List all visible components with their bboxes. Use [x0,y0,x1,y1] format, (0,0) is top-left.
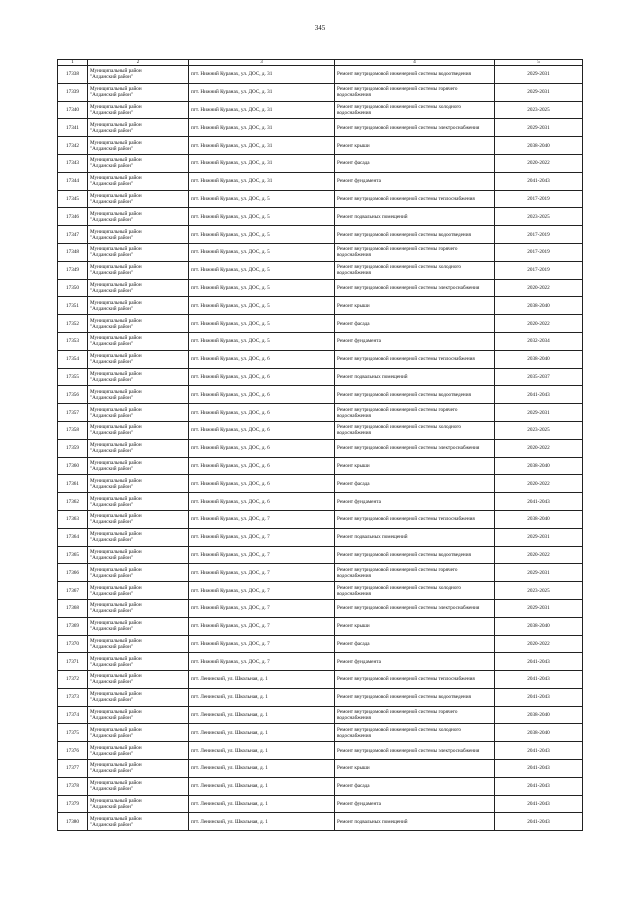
column-header: 3 [189,60,335,66]
table-row [58,813,583,831]
row-number: 17338 [58,66,88,84]
table-row [58,493,583,511]
work-type-cell: Ремонт подвальных помещений [335,368,495,386]
address-cell: пгт. Нижний Куранах, ул. ДОС, д. 7 [189,546,335,564]
table-row [58,582,583,600]
municipality-cell: Муниципальный район "Алданский район" [88,226,189,244]
municipality-cell: Муниципальный район "Алданский район" [88,564,189,582]
table-row [58,243,583,261]
municipality-cell: Муниципальный район "Алданский район" [88,332,189,350]
period-cell: 2017-2019 [495,226,583,244]
table-row [58,208,583,226]
address-cell: пгт. Ленинский, ул. Школьная, д. 1 [189,813,335,831]
address-cell: пгт. Ленинский, ул. Школьная, д. 1 [189,671,335,689]
table-row [58,421,583,439]
municipality-cell: Муниципальный район "Алданский район" [88,243,189,261]
work-type-cell: Ремонт внутридомовой инженерной системы водоотведения [335,226,495,244]
table-row [58,795,583,813]
table-row [58,671,583,689]
period-cell: 2023-2025 [495,101,583,119]
table-row [58,706,583,724]
row-number: 17347 [58,226,88,244]
period-cell: 2041-2043 [495,742,583,760]
table-row [58,137,583,155]
municipality-cell: Муниципальный район "Алданский район" [88,279,189,297]
table-row [58,777,583,795]
period-cell: 2038-2040 [495,706,583,724]
address-cell: пгт. Нижний Куранах, ул. ДОС, д. 6 [189,368,335,386]
municipality-cell: Муниципальный район "Алданский район" [88,635,189,653]
work-type-cell: Ремонт внутридомовой инженерной системы водоотведения [335,688,495,706]
work-type-cell: Ремонт крыши [335,617,495,635]
address-cell: пгт. Нижний Куранах, ул. ДОС, д. 7 [189,564,335,582]
municipality-cell: Муниципальный район "Алданский район" [88,617,189,635]
table-row [58,617,583,635]
work-type-cell: Ремонт внутридомовой инженерной системы водоотведения [335,546,495,564]
municipality-cell: Муниципальный район "Алданский район" [88,261,189,279]
period-cell: 2035-2037 [495,368,583,386]
work-type-cell: Ремонт подвальных помещений [335,813,495,831]
table-row [58,101,583,119]
row-number: 17339 [58,83,88,101]
municipality-cell: Муниципальный район "Алданский район" [88,653,189,671]
municipality-cell: Муниципальный район "Алданский район" [88,795,189,813]
period-cell: 2029-2031 [495,404,583,422]
row-number: 17380 [58,813,88,831]
row-number: 17340 [58,101,88,119]
table-row [58,154,583,172]
table-row [58,261,583,279]
row-number: 17376 [58,742,88,760]
work-type-cell: Ремонт фундамента [335,795,495,813]
row-number: 17348 [58,243,88,261]
work-type-cell: Ремонт фасада [335,475,495,493]
address-cell: пгт. Ленинский, ул. Школьная, д. 1 [189,688,335,706]
table-row [58,688,583,706]
work-type-cell: Ремонт внутридомовой инженерной системы теплоснабжения [335,671,495,689]
period-cell: 2038-2040 [495,297,583,315]
municipality-cell: Муниципальный район "Алданский район" [88,297,189,315]
work-type-cell: Ремонт внутридомовой инженерной системы электроснабжения [335,439,495,457]
period-cell: 2041-2043 [495,760,583,778]
address-cell: пгт. Нижний Куранах, ул. ДОС, д. 5 [189,315,335,333]
table-row [58,528,583,546]
address-cell: пгт. Нижний Куранах, ул. ДОС, д. 6 [189,457,335,475]
work-type-cell: Ремонт внутридомовой инженерной системы горячего водоснабжения [335,404,495,422]
municipality-cell: Муниципальный район "Алданский район" [88,706,189,724]
period-cell: 2041-2043 [495,653,583,671]
address-cell: пгт. Нижний Куранах, ул. ДОС, д. 5 [189,226,335,244]
period-cell: 2038-2040 [495,510,583,528]
municipality-cell: Муниципальный район "Алданский район" [88,546,189,564]
period-cell: 2029-2031 [495,66,583,84]
work-type-cell: Ремонт фундамента [335,493,495,511]
municipality-cell: Муниципальный район "Алданский район" [88,172,189,190]
work-type-cell: Ремонт крыши [335,137,495,155]
work-type-cell: Ремонт внутридомовой инженерной системы холодного водоснабжения [335,101,495,119]
work-type-cell: Ремонт внутридомовой инженерной системы горячего водоснабжения [335,243,495,261]
work-type-cell: Ремонт крыши [335,297,495,315]
period-cell: 2020-2022 [495,546,583,564]
period-cell: 2020-2022 [495,154,583,172]
municipality-cell: Муниципальный район "Алданский район" [88,724,189,742]
table-row [58,119,583,137]
row-number: 17378 [58,777,88,795]
address-cell: пгт. Ленинский, ул. Школьная, д. 1 [189,742,335,760]
municipality-cell: Муниципальный район "Алданский район" [88,119,189,137]
municipality-cell: Муниципальный район "Алданский район" [88,688,189,706]
municipality-cell: Муниципальный район "Алданский район" [88,671,189,689]
table-row [58,386,583,404]
address-cell: пгт. Нижний Куранах, ул. ДОС, д. 31 [189,154,335,172]
period-cell: 2017-2019 [495,261,583,279]
municipality-cell: Муниципальный район "Алданский район" [88,208,189,226]
work-type-cell: Ремонт крыши [335,457,495,475]
work-type-cell: Ремонт внутридомовой инженерной системы электроснабжения [335,279,495,297]
period-cell: 2020-2022 [495,439,583,457]
period-cell: 2041-2043 [495,493,583,511]
address-cell: пгт. Нижний Куранах, ул. ДОС, д. 5 [189,332,335,350]
work-type-cell: Ремонт подвальных помещений [335,528,495,546]
row-number: 17363 [58,510,88,528]
table-row [58,635,583,653]
municipality-cell: Муниципальный район "Алданский район" [88,742,189,760]
row-number: 17366 [58,564,88,582]
municipality-cell: Муниципальный район "Алданский район" [88,190,189,208]
period-cell: 2041-2043 [495,172,583,190]
work-type-cell: Ремонт фундамента [335,332,495,350]
row-number: 17372 [58,671,88,689]
table-row [58,599,583,617]
work-type-cell: Ремонт внутридомовой инженерной системы холодного водоснабжения [335,421,495,439]
row-number: 17344 [58,172,88,190]
work-type-cell: Ремонт фасада [335,777,495,795]
municipality-cell: Муниципальный район "Алданский район" [88,493,189,511]
period-cell: 2023-2025 [495,582,583,600]
row-number: 17346 [58,208,88,226]
municipality-cell: Муниципальный район "Алданский район" [88,101,189,119]
address-cell: пгт. Нижний Куранах, ул. ДОС, д. 7 [189,599,335,617]
address-cell: пгт. Нижний Куранах, ул. ДОС, д. 6 [189,493,335,511]
work-type-cell: Ремонт внутридомовой инженерной системы холодного водоснабжения [335,582,495,600]
work-type-cell: Ремонт внутридомовой инженерной системы холодного водоснабжения [335,261,495,279]
work-type-cell: Ремонт внутридомовой инженерной системы электроснабжения [335,599,495,617]
work-type-cell: Ремонт внутридомовой инженерной системы электроснабжения [335,119,495,137]
municipality-cell: Муниципальный район "Алданский район" [88,350,189,368]
page-number: 345 [314,24,326,32]
period-cell: 2020-2022 [495,279,583,297]
work-type-cell: Ремонт внутридомовой инженерной системы электроснабжения [335,742,495,760]
municipality-cell: Муниципальный район "Алданский район" [88,404,189,422]
row-number: 17352 [58,315,88,333]
table-row [58,350,583,368]
row-number: 17373 [58,688,88,706]
period-cell: 2017-2019 [495,190,583,208]
municipality-cell: Муниципальный район "Алданский район" [88,457,189,475]
period-cell: 2041-2043 [495,777,583,795]
period-cell: 2029-2031 [495,564,583,582]
municipality-cell: Муниципальный район "Алданский район" [88,137,189,155]
work-type-cell: Ремонт подвальных помещений [335,208,495,226]
address-cell: пгт. Нижний Куранах, ул. ДОС, д. 6 [189,404,335,422]
table-row [58,475,583,493]
period-cell: 2038-2040 [495,350,583,368]
table-row [58,404,583,422]
period-cell: 2017-2019 [495,243,583,261]
municipality-cell: Муниципальный район "Алданский район" [88,83,189,101]
address-cell: пгт. Нижний Куранах, ул. ДОС, д. 5 [189,261,335,279]
work-type-cell: Ремонт внутридомовой инженерной системы теплоснабжения [335,510,495,528]
work-type-cell: Ремонт крыши [335,760,495,778]
repair-schedule-table [57,59,583,831]
address-cell: пгт. Нижний Куранах, ул. ДОС, д. 7 [189,635,335,653]
table-row [58,226,583,244]
address-cell: пгт. Ленинский, ул. Школьная, д. 1 [189,724,335,742]
table-row [58,439,583,457]
row-number: 17370 [58,635,88,653]
municipality-cell: Муниципальный район "Алданский район" [88,599,189,617]
row-number: 17377 [58,760,88,778]
column-header: 5 [495,60,583,66]
municipality-cell: Муниципальный район "Алданский район" [88,421,189,439]
table-row [58,510,583,528]
row-number: 17358 [58,421,88,439]
period-cell: 2038-2040 [495,137,583,155]
row-number: 17355 [58,368,88,386]
table-row [58,190,583,208]
municipality-cell: Муниципальный район "Алданский район" [88,528,189,546]
row-number: 17357 [58,404,88,422]
row-number: 17367 [58,582,88,600]
row-number: 17343 [58,154,88,172]
municipality-cell: Муниципальный район "Алданский район" [88,66,189,84]
period-cell: 2041-2043 [495,813,583,831]
row-number: 17371 [58,653,88,671]
municipality-cell: Муниципальный район "Алданский район" [88,582,189,600]
address-cell: пгт. Нижний Куранах, ул. ДОС, д. 31 [189,119,335,137]
period-cell: 2023-2025 [495,208,583,226]
address-cell: пгт. Нижний Куранах, ул. ДОС, д. 7 [189,617,335,635]
work-type-cell: Ремонт фасада [335,154,495,172]
table-row [58,66,583,84]
municipality-cell: Муниципальный район "Алданский район" [88,315,189,333]
table-row [58,297,583,315]
row-number: 17368 [58,599,88,617]
work-type-cell: Ремонт фасада [335,315,495,333]
address-cell: пгт. Нижний Куранах, ул. ДОС, д. 6 [189,350,335,368]
period-cell: 2041-2043 [495,688,583,706]
address-cell: пгт. Ленинский, ул. Школьная, д. 1 [189,760,335,778]
address-cell: пгт. Нижний Куранах, ул. ДОС, д. 31 [189,83,335,101]
address-cell: пгт. Нижний Куранах, ул. ДОС, д. 5 [189,243,335,261]
table-row [58,83,583,101]
row-number: 17374 [58,706,88,724]
table-row [58,724,583,742]
work-type-cell: Ремонт фундамента [335,653,495,671]
work-type-cell: Ремонт внутридомовой инженерной системы теплоснабжения [335,190,495,208]
row-number: 17360 [58,457,88,475]
address-cell: пгт. Нижний Куранах, ул. ДОС, д. 7 [189,510,335,528]
work-type-cell: Ремонт фасада [335,635,495,653]
address-cell: пгт. Нижний Куранах, ул. ДОС, д. 5 [189,190,335,208]
address-cell: пгт. Нижний Куранах, ул. ДОС, д. 7 [189,528,335,546]
column-header: 4 [335,60,495,66]
row-number: 17361 [58,475,88,493]
address-cell: пгт. Нижний Куранах, ул. ДОС, д. 31 [189,101,335,119]
table-row [58,172,583,190]
period-cell: 2023-2025 [495,421,583,439]
row-number: 17351 [58,297,88,315]
municipality-cell: Муниципальный район "Алданский район" [88,510,189,528]
work-type-cell: Ремонт внутридомовой инженерной системы теплоснабжения [335,350,495,368]
address-cell: пгт. Нижний Куранах, ул. ДОС, д. 31 [189,66,335,84]
period-cell: 2020-2022 [495,475,583,493]
work-type-cell: Ремонт внутридомовой инженерной системы водоотведения [335,386,495,404]
table-row [58,653,583,671]
period-cell: 2029-2031 [495,119,583,137]
row-number: 17342 [58,137,88,155]
row-number: 17365 [58,546,88,564]
row-number: 17362 [58,493,88,511]
municipality-cell: Муниципальный район "Алданский район" [88,439,189,457]
address-cell: пгт. Ленинский, ул. Школьная, д. 1 [189,795,335,813]
period-cell: 2041-2043 [495,795,583,813]
period-cell: 2041-2043 [495,671,583,689]
address-cell: пгт. Ленинский, ул. Школьная, д. 1 [189,706,335,724]
address-cell: пгт. Ленинский, ул. Школьная, д. 1 [189,777,335,795]
table-row [58,546,583,564]
address-cell: пгт. Нижний Куранах, ул. ДОС, д. 5 [189,297,335,315]
table-row [58,760,583,778]
address-cell: пгт. Нижний Куранах, ул. ДОС, д. 6 [189,386,335,404]
municipality-cell: Муниципальный район "Алданский район" [88,475,189,493]
work-type-cell: Ремонт внутридомовой инженерной системы горячего водоснабжения [335,706,495,724]
period-cell: 2038-2040 [495,724,583,742]
period-cell: 2041-2043 [495,386,583,404]
table-row [58,742,583,760]
column-header: 1 [58,60,88,66]
address-cell: пгт. Нижний Куранах, ул. ДОС, д. 6 [189,475,335,493]
municipality-cell: Муниципальный район "Алданский район" [88,813,189,831]
row-number: 17364 [58,528,88,546]
address-cell: пгт. Нижний Куранах, ул. ДОС, д. 31 [189,172,335,190]
row-number: 17349 [58,261,88,279]
address-cell: пгт. Нижний Куранах, ул. ДОС, д. 6 [189,439,335,457]
period-cell: 2029-2031 [495,83,583,101]
period-cell: 2038-2040 [495,457,583,475]
municipality-cell: Муниципальный район "Алданский район" [88,154,189,172]
table-row [58,368,583,386]
work-type-cell: Ремонт внутридомовой инженерной системы холодного водоснабжения [335,724,495,742]
row-number: 17356 [58,386,88,404]
period-cell: 2020-2022 [495,635,583,653]
municipality-cell: Муниципальный район "Алданский район" [88,386,189,404]
municipality-cell: Муниципальный район "Алданский район" [88,777,189,795]
municipality-cell: Муниципальный район "Алданский район" [88,760,189,778]
period-cell: 2020-2022 [495,315,583,333]
period-cell: 2029-2031 [495,599,583,617]
period-cell: 2029-2031 [495,528,583,546]
work-type-cell: Ремонт фундамента [335,172,495,190]
address-cell: пгт. Нижний Куранах, ул. ДОС, д. 6 [189,421,335,439]
table-row [58,457,583,475]
municipality-cell: Муниципальный район "Алданский район" [88,368,189,386]
row-number: 17379 [58,795,88,813]
work-type-cell: Ремонт внутридомовой инженерной системы горячего водоснабжения [335,564,495,582]
row-number: 17345 [58,190,88,208]
address-cell: пгт. Нижний Куранах, ул. ДОС, д. 7 [189,582,335,600]
work-type-cell: Ремонт внутридомовой инженерной системы горячего водоснабжения [335,83,495,101]
row-number: 17369 [58,617,88,635]
row-number: 17350 [58,279,88,297]
address-cell: пгт. Нижний Куранах, ул. ДОС, д. 31 [189,137,335,155]
table-row [58,279,583,297]
period-cell: 2032-2034 [495,332,583,350]
work-type-cell: Ремонт внутридомовой инженерной системы водоотведения [335,66,495,84]
address-cell: пгт. Нижний Куранах, ул. ДОС, д. 5 [189,279,335,297]
table-row [58,332,583,350]
row-number: 17354 [58,350,88,368]
row-number: 17353 [58,332,88,350]
table-row [58,315,583,333]
row-number: 17341 [58,119,88,137]
address-cell: пгт. Нижний Куранах, ул. ДОС, д. 5 [189,208,335,226]
address-cell: пгт. Нижний Куранах, ул. ДОС, д. 7 [189,653,335,671]
row-number: 17359 [58,439,88,457]
period-cell: 2038-2040 [495,617,583,635]
table-row [58,564,583,582]
column-header: 2 [88,60,189,66]
row-number: 17375 [58,724,88,742]
